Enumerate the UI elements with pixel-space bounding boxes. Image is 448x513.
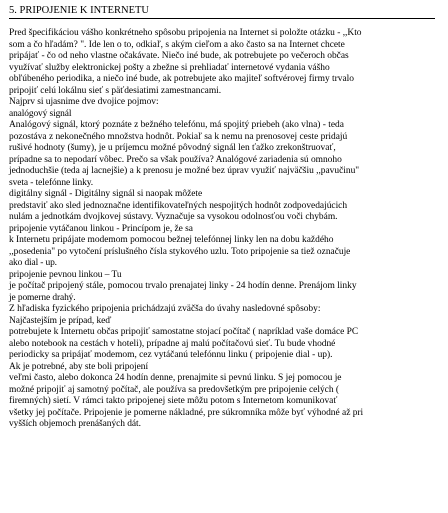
text-line: ako dial - up. (9, 258, 57, 268)
text-line: nulám a jednotkám dvojkovej sústavy. Vyznačuje sa vysokou odolnosťou voči chybám. (9, 212, 338, 222)
text-line: Pred špecifikáciou vášho konkrétneho spôsobu pripojenia na Internet si položte otázku - ,,Kto (9, 28, 362, 38)
text-line: vyšších objemoch prenášaných dát. (9, 419, 141, 429)
text-line: pozostáva z nekonečného množstva hodnôt. Pokiaľ sa k nemu na prenosovej ceste pridajú (9, 131, 348, 142)
text-line: alebo notebook na cestách v hoteli), prípadne aj malú počítačovú sieť. Tu bude vhodné (9, 338, 336, 349)
text-line: prípadne sa to nepodarí vôbec. Prečo sa však používa? Analógové zariadenia sú omnoho (9, 154, 342, 165)
text-line: pripájať - čo od neho vlastne očakávate. Niečo iné bude, ak potrebujete po večeroch občas (9, 51, 349, 61)
text-line: obľúbeného periodika, a niečo iné bude, ak potrebujete ako majiteľ softvérovej firmy trvalo (9, 74, 354, 84)
text-line: ,,posedenia" po vytočení príslušného čísla stykového uzlu. Toto pripojenie sa tiež označuje (9, 246, 351, 257)
text-line: som a čo hľadám? ". Ide len o to, odkiaľ, s akým cieľom a ako často sa na Internet chcete (9, 39, 345, 50)
text-line: veľmi často, alebo dokonca 24 hodín denne, prenajmite si pevnú linku. S jej pomocou je (9, 373, 342, 383)
text-line: je počítač pripojený stále, pomocou trvalo prenajatej linky - 24 hodín denne. Prenájom linky (9, 281, 357, 291)
text-line: všetky jej počítače. Pripojenie je pomerne nákladné, pre súkromníka môže byť výhodné až pri (9, 407, 364, 418)
text-line: Ak je potrebné, aby ste boli pripojení (9, 361, 149, 372)
body-text (9, 28, 439, 431)
text-line: je pomerne drahý. (9, 292, 76, 303)
text-line: predstaviť ako sled jednoznačne identifikovateľných nespojitých hodnôt zodpovedajúcich (9, 200, 348, 211)
text-line: pripojiť celú lokálnu sieť s päťdesiatimi zamestnancami. (9, 85, 222, 96)
text-line: využívať služby elektronickej pošty a zbežne si prehliadať internetové vydania vášho (9, 62, 330, 73)
section-title: 5. PRIPOJENIE K INTERNETU (9, 4, 435, 19)
text-line: Z hľadiska fyzického pripojenia prichádzajú zväčša do úvahy nasledovné spôsoby: (9, 304, 321, 314)
text-line: analógový signál (9, 108, 72, 119)
text-line: jednoduchšie (teda aj lacnejšie) a k prenosu je možné bez úprav využiť najväčšiu ,,pavučinu" (9, 166, 360, 176)
text-line: sveta - telefónne linky. (9, 177, 94, 188)
text-line: Analógový signál, ktorý poznáte z bežného telefónu, má spojitý priebeh (ako vlna) - teda (9, 120, 344, 130)
document-page (9, 4, 439, 431)
text-line: potrebujete k Internetu občas pripojiť samostatne stojací počítač ( napríklad vaše domáce PC (9, 327, 359, 337)
text-line: k Internetu pripájate modemom pomocou bežnej telefónnej linky len na dobu každého (9, 235, 334, 245)
text-line: Najčastejším je prípad, keď (9, 315, 112, 326)
text-line: firemných) sietí. V rámci takto pripojenej siete môžu potom s Internetom komunikovať (9, 396, 338, 406)
text-line: periodicky sa pripájať modemom, cez vytáčanú telefónnu linku ( pripojenie dial - up). (9, 350, 333, 360)
text-line: rušivé hodnoty (šumy), je u príjemcu možné pôvodný signál len ťažko zrekonštruovať, (9, 143, 336, 153)
text-line: pripojenie vytáčanou linkou - Princípom je, že sa (9, 223, 193, 234)
title-spacer (9, 19, 439, 28)
text-line: pripojenie pevnou linkou – Tu (9, 269, 122, 280)
text-line: možné pripojiť aj samotný počítač, ale používa sa predovšetkým pre pripojenie celých ( (9, 384, 340, 395)
text-line: digitálny signál - Digitálny signál si naopak môžete (9, 189, 203, 199)
text-line: Najprv si ujasnime dve dvojice pojmov: (9, 97, 159, 107)
